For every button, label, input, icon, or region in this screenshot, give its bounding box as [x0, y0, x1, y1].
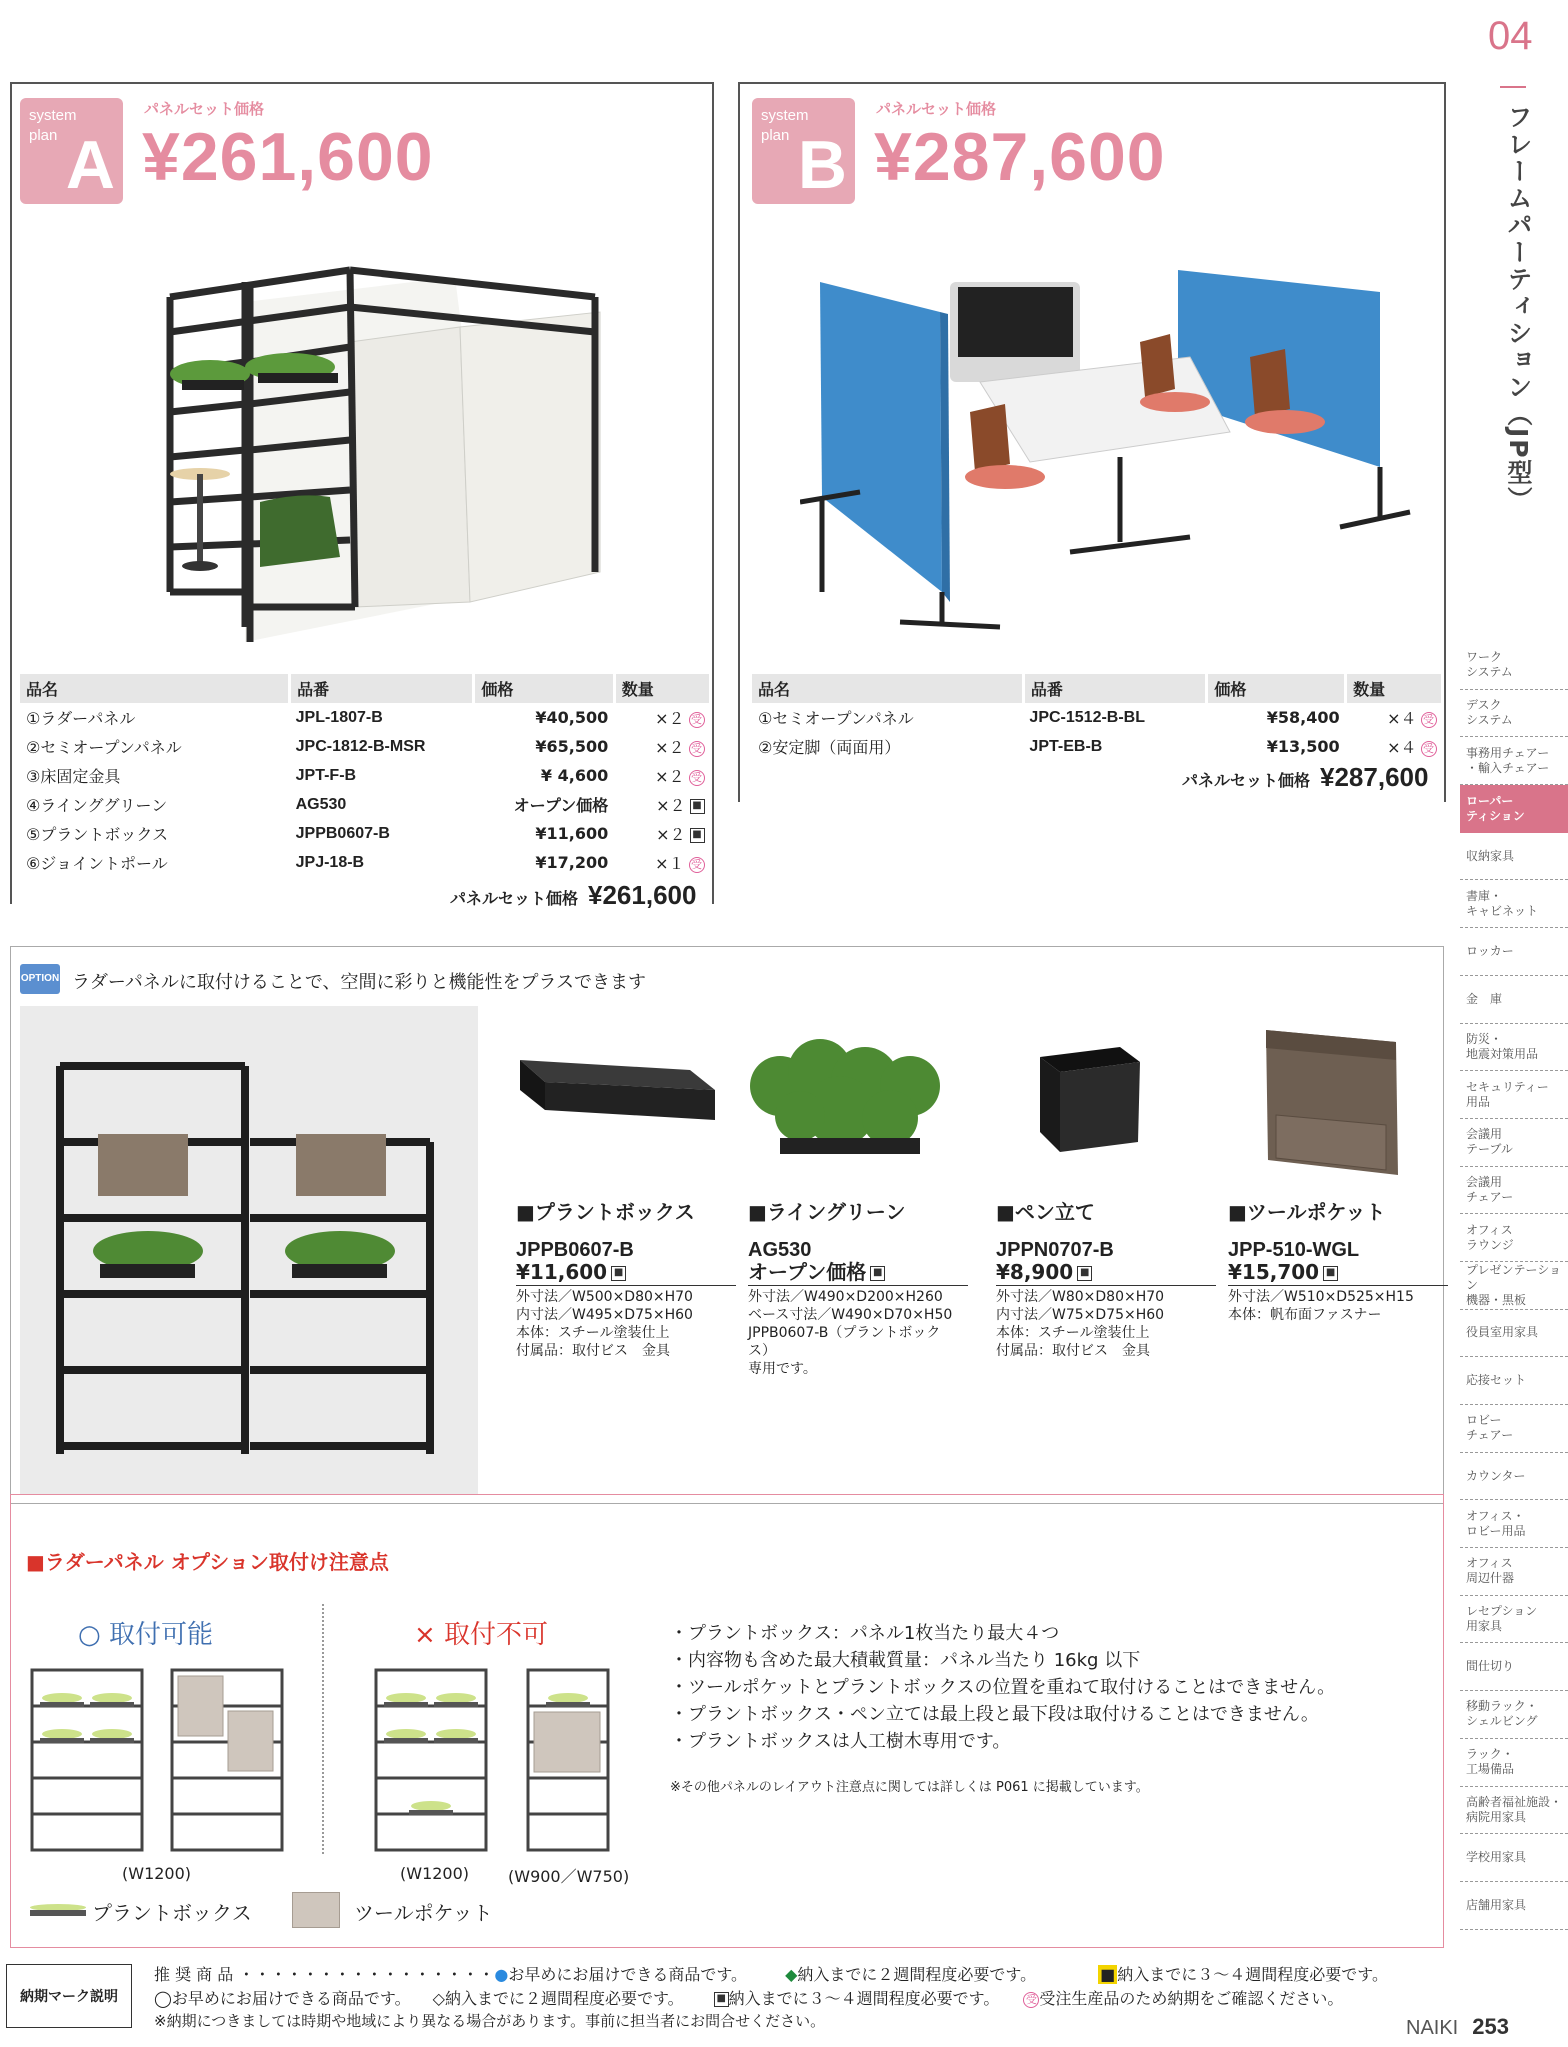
product-name: ■ライングリーン [748, 1200, 906, 1224]
cell-code: JPL-1807-B [295, 708, 383, 726]
option-product-plant-box [516, 1196, 736, 1360]
product-name: ■プラントボックス [516, 1200, 695, 1224]
sidebar-item[interactable]: 防災・ 地震対策用品 [1460, 1024, 1568, 1072]
col-header-code: 品番 [1023, 674, 1206, 703]
tool-pocket-legend-label: ツールポケット [354, 1901, 493, 1925]
sidebar-item[interactable]: カウンター [1460, 1453, 1568, 1501]
cell-price: ¥40,500 [535, 708, 609, 727]
sidebar-item[interactable]: 学校用家具 [1460, 1834, 1568, 1882]
product-name: ■ツールポケット [1228, 1200, 1386, 1224]
cell-qty: ×２ ■ [614, 819, 710, 848]
plan-a-parts-table [20, 674, 712, 877]
plan-a-letter: A [65, 127, 115, 203]
option-product-line-green [748, 1196, 968, 1378]
option-lead-text: ラダーパネルに取付けることで、空間に彩りと機能性をプラスできます [72, 972, 647, 993]
list-item: ・内容物も含めた最大積載質量：パネル当たり 16kg 以下 [670, 1650, 1141, 1671]
plant-box-legend-icon [30, 1904, 86, 1916]
line-green-image [740, 1026, 960, 1176]
sidebar-item[interactable]: 移動ラック・ シェルビング [1460, 1691, 1568, 1739]
delivery-legend-row-2: ◯お早めにお届けできる商品です。 ◇納入までに２週間程度必要です。 ■ 納入までに３～４週間程度必要です。 受 受注生産品のため納期をご確認ください。 [154, 1989, 1344, 2008]
plan-a-price: ¥261,600 [142, 119, 434, 195]
caption-w900-w750: (W900／W750) [508, 1867, 630, 1886]
plant-box-image [510, 1040, 720, 1130]
plan-b-table-body [752, 703, 1443, 761]
cell-price: ¥ 4,600 [540, 766, 609, 785]
made-to-order-mark: 受 [1421, 712, 1437, 728]
product-spec: 外寸法／W510×D525×H15 本体：帆布面ファスナー [1228, 1289, 1414, 1323]
plan-a-set-total [450, 880, 696, 911]
sidebar-item[interactable]: オフィス・ ロビー用品 [1460, 1500, 1568, 1548]
product-code: JPP-510-WGL [1228, 1239, 1360, 1261]
plan-a-table-body [20, 703, 711, 877]
plan-b-price: ¥287,600 [874, 119, 1166, 195]
cell-code: JPC-1512-B-BL [1029, 708, 1146, 726]
cell-name: ①セミオープンパネル [758, 709, 914, 728]
product-price: オープン価格 ■ [748, 1261, 968, 1286]
sidebar-item[interactable]: 応接セット [1460, 1357, 1568, 1405]
sidebar-item[interactable]: オフィス 周辺什器 [1460, 1548, 1568, 1596]
made-to-order-mark: 受 [689, 770, 705, 786]
chapter-divider [1500, 86, 1526, 88]
list-item: ・プラントボックスは人工樹木専用です。 [670, 1731, 1011, 1752]
plan-a-badge [20, 98, 123, 204]
page-number: 253 [1472, 2014, 1509, 2039]
sidebar-item[interactable]: 会議用 テーブル [1460, 1119, 1568, 1167]
ng-label: × 取付不可 [414, 1620, 549, 1650]
plan-b-letter: B [797, 127, 847, 203]
plan-a-top-rule [10, 82, 712, 84]
cell-code: JPJ-18-B [295, 853, 365, 871]
table-row [20, 848, 711, 877]
plan-a-left-rule [10, 82, 12, 904]
product-price: ¥8,900 ■ [996, 1261, 1216, 1286]
sidebar-item[interactable]: 事務用チェアー ・輸入チェアー [1460, 737, 1568, 785]
product-name: ■ペン立て [996, 1200, 1095, 1224]
table-row [752, 732, 1443, 761]
plan-b-set-label: パネルセット価格 [876, 100, 997, 118]
table-row [20, 732, 711, 761]
table-header-row [20, 674, 711, 703]
cell-qty: ×２ ■ [614, 790, 710, 819]
cell-code: JPPB0607-B [295, 824, 390, 842]
product-code: JPPN0707-B [996, 1239, 1114, 1261]
plan-a-system-label: system plan [29, 107, 77, 144]
table-row [752, 703, 1443, 732]
sidebar-item[interactable]: セキュリティー 用品 [1460, 1071, 1568, 1119]
sidebar-item[interactable]: ラック・ 工場備品 [1460, 1739, 1568, 1787]
chapter-number: 04 [1488, 14, 1533, 58]
cell-price: ¥11,600 [535, 824, 609, 843]
sidebar-item[interactable]: レセプション 用家具 [1460, 1596, 1568, 1644]
plan-a-set-label: パネルセット価格 [144, 100, 265, 118]
ok-label: ○ 取付可能 [78, 1620, 213, 1650]
sidebar-item[interactable]: 収納家具 [1460, 833, 1568, 881]
pen-stand-image [1020, 1032, 1150, 1162]
cell-price: ¥13,500 [1266, 737, 1340, 756]
delivery-mark: ■ [690, 828, 705, 843]
col-header-qty: 数量 [1346, 674, 1443, 703]
cell-code: JPT-EB-B [1029, 737, 1103, 755]
plan-b-top-rule [738, 82, 1444, 84]
sidebar-item[interactable]: 書庫・ キャビネット [1460, 880, 1568, 928]
brand-name: NAIKI [1406, 2017, 1459, 2039]
product-spec: 外寸法／W500×D80×H70 内寸法／W495×D75×H60 本体：スチール塗装仕上 付属品：取付ビス 金具 [516, 1289, 693, 1359]
delivery-mark-legend-tag: 納期マーク説明 [6, 1964, 132, 2028]
list-item: ・プラントボックス：パネル1枚当たり最大４つ [670, 1623, 1060, 1644]
cell-name: ③床固定金具 [26, 767, 121, 786]
plan-b-right-rule [1444, 82, 1446, 802]
plan-b-system-label: system plan [761, 107, 809, 144]
shelf-diagrams [28, 1666, 648, 1856]
made-to-order-mark: 受 [689, 712, 705, 728]
cell-code: AG530 [295, 795, 347, 813]
plan-b-total-label: パネルセット価格 [1182, 771, 1311, 790]
option-badge: OPTION [20, 964, 60, 994]
sidebar-item[interactable]: オフィス ラウンジ [1460, 1214, 1568, 1262]
sidebar-item[interactable]: 店舗用家具 [1460, 1882, 1568, 1930]
option-product-pen-stand [996, 1196, 1216, 1360]
cell-name: ⑤プラントボックス [26, 825, 169, 844]
product-spec: 外寸法／W80×D80×H70 内寸法／W75×D75×H60 本体：スチール塗装仕上 付属品：取付ビス 金具 [996, 1289, 1165, 1359]
sidebar-item[interactable]: デスク システム [1460, 690, 1568, 738]
cell-qty: ×１ 受 [614, 848, 710, 877]
cell-qty: ×４ 受 [1346, 703, 1443, 732]
tool-pocket-legend-icon [292, 1892, 340, 1928]
list-item: ・ツールポケットとプラントボックスの位置を重ねて取付けることはできません。 [670, 1677, 1336, 1698]
notes-bullet-list [670, 1620, 1335, 1755]
cell-price: オープン価格 [513, 796, 609, 815]
cell-name: ②安定脚（両面用） [758, 738, 901, 757]
notes-footnote: ※その他パネルのレイアウト注意点に関しては詳しくは P061 に掲載しています。 [670, 1780, 1149, 1795]
option-example-image [20, 1006, 478, 1494]
sidebar-item[interactable]: ロッカー [1460, 928, 1568, 976]
col-header-price: 価格 [474, 674, 614, 703]
cell-price: ¥17,200 [535, 853, 609, 872]
cell-qty: ×４ 受 [1346, 732, 1443, 761]
plan-b-left-rule [738, 82, 740, 802]
delivery-legend-note: ※納期につきましては時期や地域により異なる場合があります。事前に担当者にお問合せください。 [154, 2012, 826, 2030]
made-to-order-mark: 受 [1421, 741, 1437, 757]
cell-qty: ×２ 受 [614, 703, 710, 732]
made-to-order-mark: 受 [689, 857, 705, 873]
plan-a-total-label: パネルセット価格 [450, 889, 579, 908]
tool-pocket-image [1246, 1020, 1426, 1180]
plan-b-parts-table [752, 674, 1444, 761]
col-header-price: 価格 [1207, 674, 1346, 703]
col-header-qty: 数量 [614, 674, 710, 703]
caption-w1200-ok: (W1200) [122, 1864, 192, 1883]
cell-code: JPC-1812-B-MSR [295, 737, 426, 755]
sidebar-item[interactable]: 会議用 チェアー [1460, 1167, 1568, 1215]
col-header-name: 品名 [752, 674, 1023, 703]
caption-w1200-ng: (W1200) [400, 1864, 470, 1883]
sidebar-item[interactable]: ロビー チェアー [1460, 1405, 1568, 1453]
delivery-legend-row-1: 推 奨 商 品 ・・・・・・・・・・・・・・・・●お早めにお届けできる商品です。 ◆納入までに２週間程度必要です。 ■ 納入までに３～４週間程度必要です。 [154, 1965, 1388, 1984]
delivery-mark: ■ [690, 799, 705, 814]
plan-b-badge [752, 98, 855, 204]
cell-name: ②セミオープンパネル [26, 738, 182, 757]
chapter-title: フレームパーティション（JP型） [1504, 104, 1533, 514]
product-spec: 外寸法／W490×D200×H260 ベース寸法／W490×D70×H50 JPPB0607-B（プラントボックス） 専用です。 [748, 1289, 953, 1377]
table-header-row [752, 674, 1443, 703]
product-code: AG530 [748, 1239, 812, 1261]
sidebar-item[interactable]: プレゼンテーション 機器・黒板 [1460, 1262, 1568, 1310]
plan-b-product-image [800, 262, 1420, 652]
table-row [20, 703, 711, 732]
cell-name: ⑥ジョイントポール [26, 854, 168, 873]
plan-a-total-value: ¥261,600 [588, 880, 697, 910]
cell-qty: ×２ 受 [614, 732, 710, 761]
made-to-order-mark: 受 [689, 741, 705, 757]
product-price: ¥11,600 ■ [516, 1261, 736, 1286]
sidebar-item[interactable]: 間仕切り [1460, 1643, 1568, 1691]
side-navigation [1460, 642, 1568, 1930]
table-row [20, 761, 711, 790]
cell-code: JPT-F-B [295, 766, 357, 784]
cell-price: ¥65,500 [535, 737, 609, 756]
plant-box-legend-label: プラントボックス [92, 1901, 252, 1925]
plan-a-product-image [140, 262, 620, 652]
sidebar-item[interactable]: 金 庫 [1460, 976, 1568, 1024]
sidebar-item[interactable]: 役員室用家具 [1460, 1310, 1568, 1358]
list-item: ・プラントボックス・ペン立ては最上段と最下段は取付けることはできません。 [670, 1704, 1319, 1725]
plan-b-total-value: ¥287,600 [1320, 762, 1429, 792]
cell-price: ¥58,400 [1266, 708, 1340, 727]
option-product-tool-pocket [1228, 1196, 1448, 1324]
product-code: JPPB0607-B [516, 1239, 634, 1261]
col-header-name: 品名 [20, 674, 290, 703]
sidebar-item[interactable]: 高齢者福祉施設・ 病院用家具 [1460, 1787, 1568, 1835]
sidebar-item[interactable]: ローパー ティション [1460, 785, 1568, 833]
cell-name: ①ラダーパネル [26, 709, 136, 728]
plan-b-set-total [1182, 762, 1428, 793]
notes-title: ■ラダーパネル オプション取付け注意点 [26, 1550, 389, 1574]
sidebar-item[interactable]: ワーク システム [1460, 642, 1568, 690]
col-header-code: 品番 [290, 674, 474, 703]
cell-name: ④ラインググリーン [26, 796, 168, 815]
table-row [20, 790, 711, 819]
table-row [20, 819, 711, 848]
page-footer [1406, 2014, 1509, 2040]
product-price: ¥15,700 ■ [1228, 1261, 1448, 1286]
plan-a-right-rule [712, 82, 714, 904]
cell-qty: ×２ 受 [614, 761, 710, 790]
